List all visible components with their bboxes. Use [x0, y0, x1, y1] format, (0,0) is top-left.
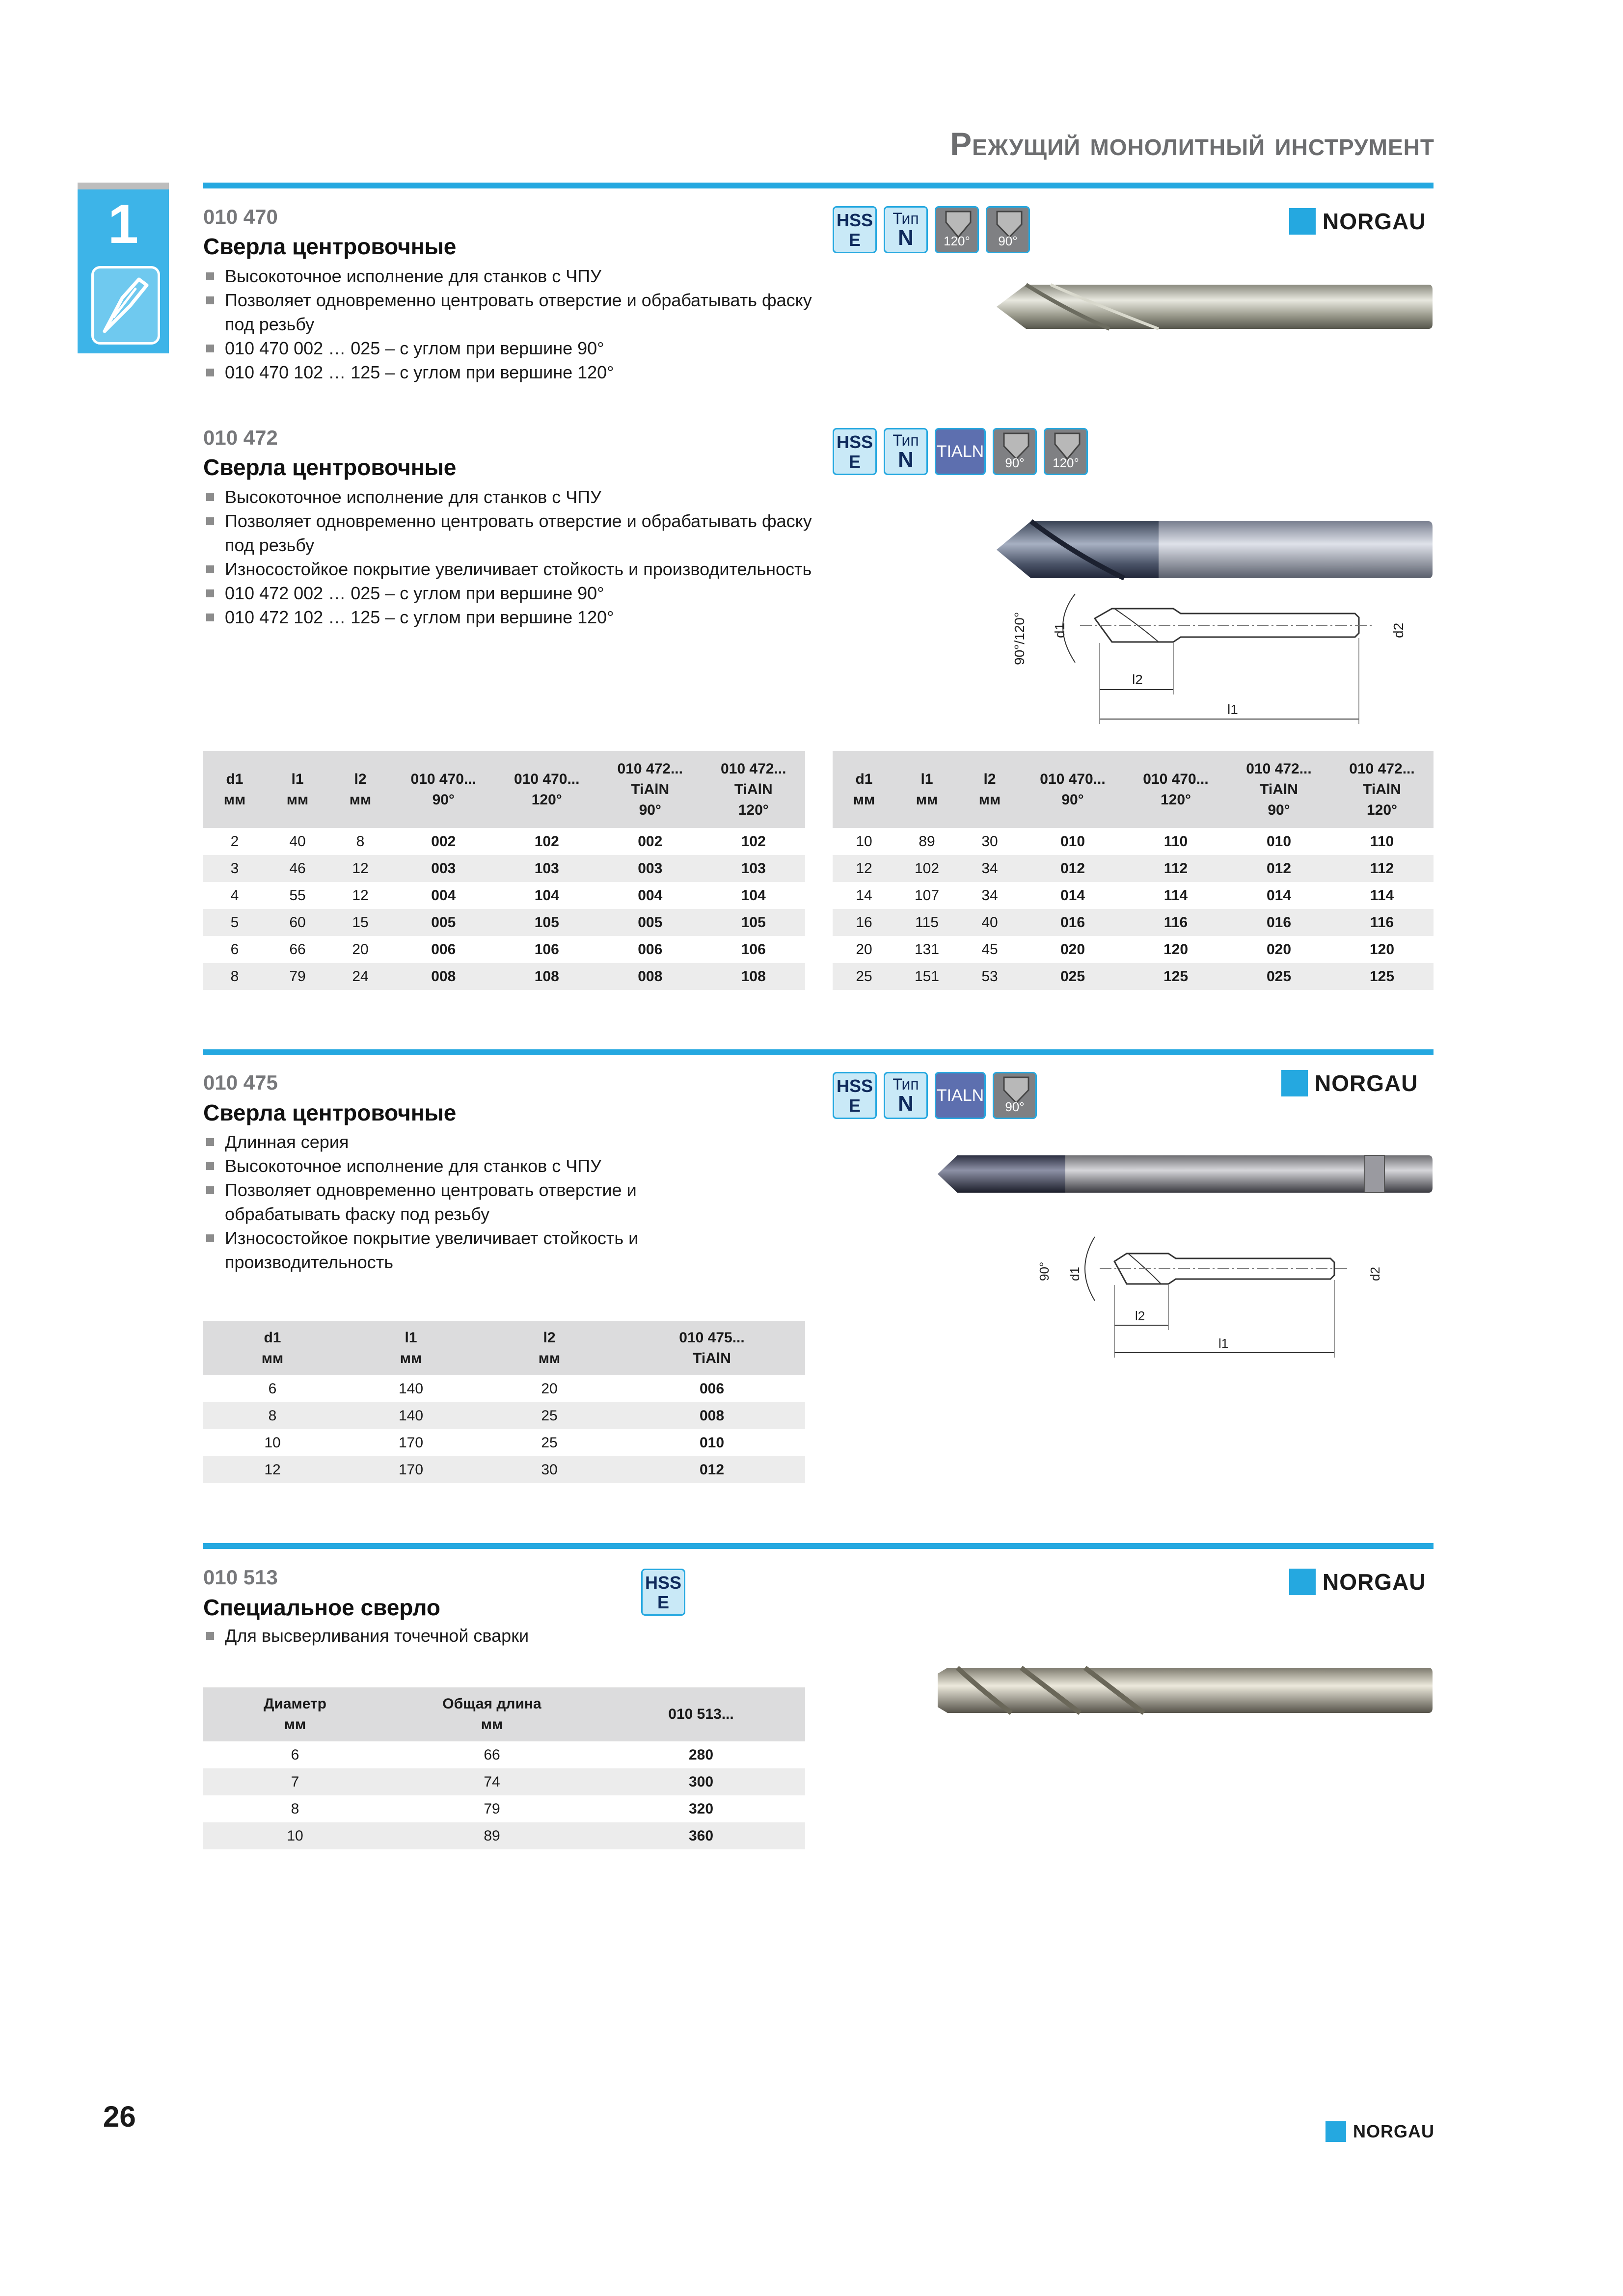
table-cell: 12 — [329, 855, 392, 882]
table-row — [203, 855, 805, 882]
column-header: l2 мм — [958, 751, 1021, 828]
feature-item: Длинная серия — [203, 1130, 694, 1154]
table-row — [833, 828, 1434, 855]
table-cell: 131 — [914, 941, 940, 958]
column-header: Общая длина мм — [387, 1687, 597, 1741]
table-cell: 34 — [981, 887, 998, 904]
column-header: 010 513... — [597, 1687, 805, 1741]
table-cell: 15 — [329, 909, 392, 936]
table-cell: 104 — [534, 887, 559, 904]
svg-text:l1: l1 — [1227, 702, 1238, 717]
table-cell: 020 — [1060, 941, 1085, 958]
table-cell: 66 — [484, 1746, 500, 1763]
page-header-title: Режущий монолитный инструмент — [950, 126, 1434, 162]
feature-item: Высокоточное исполнение для станков с ЧПУ — [203, 1154, 694, 1178]
table-cell: 120 — [1369, 941, 1395, 958]
feature-list — [203, 264, 822, 384]
table-cell: 008 — [392, 963, 495, 990]
drill-photo — [938, 1659, 1434, 1723]
brand-logo: NORGAU — [1289, 208, 1426, 235]
table-cell: 79 — [266, 963, 329, 990]
table-cell: 2 — [230, 833, 239, 850]
table-row — [203, 909, 805, 936]
table-row — [203, 1822, 805, 1849]
table-cell: 005 — [598, 909, 702, 936]
table-cell: 103 — [495, 855, 599, 882]
product-code: 010 470 — [203, 205, 278, 228]
table-cell: 120 — [1163, 941, 1189, 958]
table-cell: 014 — [1060, 887, 1085, 904]
table-cell: 140 — [398, 1380, 424, 1397]
table-cell: 110 — [1163, 833, 1188, 850]
table-cell: 010 — [1266, 833, 1292, 850]
table-cell: 46 — [266, 855, 329, 882]
table-cell: 003 — [598, 855, 702, 882]
table-cell: 116 — [1124, 909, 1227, 936]
table-cell: 25 — [541, 1434, 558, 1451]
feature-item: Для высверливания точечной сварки — [203, 1624, 694, 1648]
table-cell: 30 — [981, 833, 998, 850]
table-cell: 16 — [833, 909, 895, 936]
table-cell: 10 — [856, 833, 872, 850]
feature-item: Позволяет одновременно центровать отверстие и обрабатывать фаску под резьбу — [203, 509, 822, 557]
table-cell: 53 — [958, 963, 1021, 990]
section-divider — [203, 1049, 1434, 1055]
svg-text:d1: d1 — [1067, 1267, 1082, 1281]
table-cell: 6 — [230, 941, 239, 958]
table-row — [833, 936, 1434, 963]
table-cell: 25 — [480, 1402, 619, 1429]
hss-e-badge: HSS E — [833, 1072, 877, 1119]
hss-e-badge: HSS E — [833, 428, 877, 475]
table-cell: 106 — [534, 941, 559, 958]
chapter-tab-topbar — [78, 183, 169, 189]
hss-e-badge: HSS E — [641, 1569, 685, 1616]
product-code: 010 513 — [203, 1566, 278, 1589]
table-cell: 8 — [203, 1402, 342, 1429]
feature-item: Высокоточное исполнение для станков с ЧПУ — [203, 485, 822, 509]
table-cell: 107 — [914, 887, 940, 904]
table-cell: 102 — [741, 833, 766, 850]
svg-text:l2: l2 — [1132, 672, 1143, 687]
feature-item: Позволяет одновременно центровать отверстие и обрабатывать фаску под резьбу — [203, 288, 822, 336]
table-cell: 3 — [203, 855, 266, 882]
table-row — [203, 1402, 805, 1429]
table-cell: 20 — [541, 1380, 558, 1397]
table-cell: 006 — [431, 941, 456, 958]
table-cell: 280 — [688, 1746, 714, 1763]
table-cell: 360 — [597, 1822, 805, 1849]
table-cell: 74 — [387, 1768, 597, 1795]
drill-photo — [938, 1148, 1434, 1198]
table-cell: 012 — [1227, 855, 1330, 882]
table-cell: 89 — [919, 833, 935, 850]
table-row — [203, 1456, 805, 1483]
badge-row — [833, 1072, 1037, 1119]
table-cell: 55 — [289, 887, 306, 904]
column-header: 010 472... TiAlN 120° — [702, 751, 806, 828]
table-row — [833, 855, 1434, 882]
table-cell: 14 — [856, 887, 872, 904]
drill-icon — [91, 266, 160, 345]
table-cell: 105 — [495, 909, 599, 936]
technical-drawing — [1011, 579, 1434, 726]
table-cell: 105 — [702, 909, 806, 936]
table-row — [833, 882, 1434, 909]
table-row — [203, 828, 805, 855]
table-cell: 12 — [833, 855, 895, 882]
tialn-coating-badge: TIALN — [935, 428, 986, 475]
column-header: d1 мм — [203, 1321, 342, 1375]
svg-text:d1: d1 — [1052, 622, 1067, 638]
table-cell: 006 — [699, 1380, 725, 1397]
table-cell: 114 — [1163, 887, 1188, 904]
table-row — [203, 882, 805, 909]
table-cell: 12 — [203, 1456, 342, 1483]
badge-row — [833, 428, 1088, 475]
table-cell: 10 — [264, 1434, 281, 1451]
tialn-coating-badge: TIALN — [935, 1072, 986, 1119]
table-cell: 002 — [638, 833, 663, 850]
table-cell: 40 — [958, 909, 1021, 936]
point-angle-icon: 90° — [993, 428, 1037, 475]
dimensions-table — [203, 1321, 805, 1483]
table-row — [203, 963, 805, 990]
table-cell: 20 — [856, 941, 872, 958]
table-cell: 114 — [1370, 887, 1394, 904]
table-cell: 30 — [480, 1456, 619, 1483]
svg-text:90°/120°: 90°/120° — [1012, 612, 1027, 665]
table-row — [833, 963, 1434, 990]
brand-square-icon — [1325, 2121, 1346, 2142]
feature-list — [203, 1624, 694, 1648]
feature-item: 010 472 102 … 125 – с углом при вершине 120° — [203, 605, 822, 629]
table-cell: 016 — [1021, 909, 1124, 936]
table-cell: 004 — [431, 887, 456, 904]
table-cell: 112 — [1330, 855, 1434, 882]
table-cell: 012 — [619, 1456, 805, 1483]
point-angle-icon: 90° — [993, 1072, 1037, 1119]
table-cell: 102 — [534, 833, 559, 850]
table-cell: 102 — [895, 855, 958, 882]
column-header: d1 мм — [203, 751, 266, 828]
feature-item: 010 470 002 … 025 – с углом при вершине 90° — [203, 336, 822, 360]
type-n-badge: Тип N — [884, 206, 928, 253]
table-row — [833, 909, 1434, 936]
table-cell: 79 — [484, 1800, 500, 1817]
table-cell: 003 — [392, 855, 495, 882]
column-header: 010 472... TiAlN 90° — [1227, 751, 1330, 828]
table-cell: 005 — [392, 909, 495, 936]
table-cell: 014 — [1266, 887, 1292, 904]
feature-item: 010 470 102 … 125 – с углом при вершине 120° — [203, 360, 822, 384]
column-header: 010 475... TiAlN — [619, 1321, 805, 1375]
product-name: Сверла центровочные — [203, 234, 457, 259]
table-cell: 66 — [289, 941, 306, 958]
product-name: Специальное сверло — [203, 1595, 440, 1620]
table-cell: 112 — [1124, 855, 1227, 882]
point-angle-icon: 120° — [935, 206, 979, 253]
table-row — [203, 1375, 805, 1402]
drill-photo — [997, 510, 1434, 589]
section-divider — [203, 1543, 1434, 1549]
table-cell: 125 — [1124, 963, 1227, 990]
product-code: 010 472 — [203, 426, 278, 449]
table-cell: 125 — [1330, 963, 1434, 990]
table-cell: 6 — [268, 1380, 277, 1397]
table-cell: 8 — [203, 963, 266, 990]
table-cell: 20 — [352, 941, 369, 958]
product-code: 010 475 — [203, 1071, 278, 1094]
column-header: l1 мм — [342, 1321, 480, 1375]
table-cell: 8 — [356, 833, 365, 850]
table-cell: 108 — [702, 963, 806, 990]
table-row — [203, 1429, 805, 1456]
column-header: 010 472... TiAlN 90° — [598, 751, 702, 828]
technical-drawing — [1026, 1227, 1399, 1360]
table-cell: 34 — [958, 855, 1021, 882]
column-header: 010 470... 90° — [392, 751, 495, 828]
table-cell: 6 — [291, 1746, 299, 1763]
table-cell: 106 — [741, 941, 766, 958]
table-cell: 116 — [1330, 909, 1434, 936]
column-header: l2 мм — [329, 751, 392, 828]
type-n-badge: Тип N — [884, 428, 928, 475]
footer-brand-logo: NORGAU — [1325, 2121, 1434, 2142]
column-header: 010 472... TiAlN 120° — [1330, 751, 1434, 828]
table-cell: 004 — [638, 887, 663, 904]
table-cell: 320 — [688, 1800, 714, 1817]
feature-list — [203, 1130, 694, 1274]
table-cell: 300 — [597, 1768, 805, 1795]
brand-logo: NORGAU — [1281, 1070, 1418, 1096]
brand-logo: NORGAU — [1289, 1569, 1426, 1595]
column-header: l1 мм — [895, 751, 958, 828]
chapter-tab — [78, 183, 169, 353]
page-number: 26 — [103, 2100, 136, 2133]
chapter-number: 1 — [108, 193, 139, 255]
table-row — [203, 1795, 805, 1822]
point-angle-icon: 120° — [1044, 428, 1088, 475]
table-cell: 60 — [266, 909, 329, 936]
table-cell: 025 — [1021, 963, 1124, 990]
table-cell: 012 — [1021, 855, 1124, 882]
column-header: l2 мм — [480, 1321, 619, 1375]
svg-text:l1: l1 — [1218, 1336, 1229, 1351]
table-cell: 45 — [981, 941, 998, 958]
feature-item: Износостойкое покрытие увеличивает стойкость и производительность — [203, 1226, 694, 1274]
feature-item: Высокоточное исполнение для станков с ЧПУ — [203, 264, 822, 288]
table-row — [203, 1741, 805, 1768]
table-cell: 025 — [1227, 963, 1330, 990]
table-cell: 8 — [291, 1800, 299, 1817]
brand-square-icon — [1289, 208, 1316, 235]
table-cell: 89 — [387, 1822, 597, 1849]
table-cell: 115 — [895, 909, 958, 936]
point-angle-icon: 90° — [986, 206, 1030, 253]
brand-square-icon — [1289, 1569, 1316, 1595]
feature-item: 010 472 002 … 025 – с углом при вершине 90° — [203, 581, 822, 605]
brand-square-icon — [1281, 1070, 1308, 1096]
column-header: 010 470... 120° — [1124, 751, 1227, 828]
table-cell: 10 — [203, 1822, 387, 1849]
table-cell: 170 — [342, 1456, 480, 1483]
table-cell: 151 — [895, 963, 958, 990]
table-cell: 010 — [699, 1434, 725, 1451]
dimensions-table — [833, 751, 1434, 990]
badge-row — [833, 206, 1030, 253]
section-divider — [203, 183, 1434, 188]
table-cell: 006 — [638, 941, 663, 958]
table-cell: 140 — [342, 1402, 480, 1429]
table-cell: 010 — [1060, 833, 1085, 850]
table-row — [203, 1768, 805, 1795]
column-header: d1 мм — [833, 751, 895, 828]
column-header: 010 470... 120° — [495, 751, 599, 828]
column-header: l1 мм — [266, 751, 329, 828]
table-cell: 110 — [1370, 833, 1394, 850]
svg-text:l2: l2 — [1135, 1308, 1145, 1323]
table-cell: 40 — [289, 833, 306, 850]
table-cell: 016 — [1227, 909, 1330, 936]
drill-photo — [997, 275, 1434, 339]
table-cell: 103 — [702, 855, 806, 882]
table-cell: 108 — [495, 963, 599, 990]
table-cell: 24 — [329, 963, 392, 990]
table-cell: 020 — [1266, 941, 1292, 958]
table-cell: 12 — [352, 887, 369, 904]
dimensions-table — [203, 1687, 805, 1849]
table-cell: 008 — [619, 1402, 805, 1429]
badge-row — [641, 1569, 685, 1616]
type-n-badge: Тип N — [884, 1072, 928, 1119]
table-cell: 104 — [741, 887, 766, 904]
product-name: Сверла центровочные — [203, 1100, 457, 1125]
table-cell: 25 — [833, 963, 895, 990]
product-name: Сверла центровочные — [203, 454, 457, 480]
feature-list — [203, 485, 822, 629]
table-cell: 008 — [598, 963, 702, 990]
table-cell: 002 — [431, 833, 456, 850]
table-cell: 5 — [203, 909, 266, 936]
svg-text:90°: 90° — [1037, 1261, 1052, 1281]
table-cell: 7 — [203, 1768, 387, 1795]
svg-text:d2: d2 — [1368, 1267, 1382, 1281]
column-header: Диаметр мм — [203, 1687, 387, 1741]
dimensions-table — [203, 751, 805, 990]
feature-item: Износостойкое покрытие увеличивает стойкость и производительность — [203, 557, 822, 581]
table-cell: 170 — [398, 1434, 424, 1451]
table-cell: 4 — [230, 887, 239, 904]
hss-e-badge: HSS E — [833, 206, 877, 253]
table-row — [203, 936, 805, 963]
feature-item: Позволяет одновременно центровать отверстие и обрабатывать фаску под резьбу — [203, 1178, 694, 1226]
svg-text:d2: d2 — [1391, 622, 1406, 638]
column-header: 010 470... 90° — [1021, 751, 1124, 828]
